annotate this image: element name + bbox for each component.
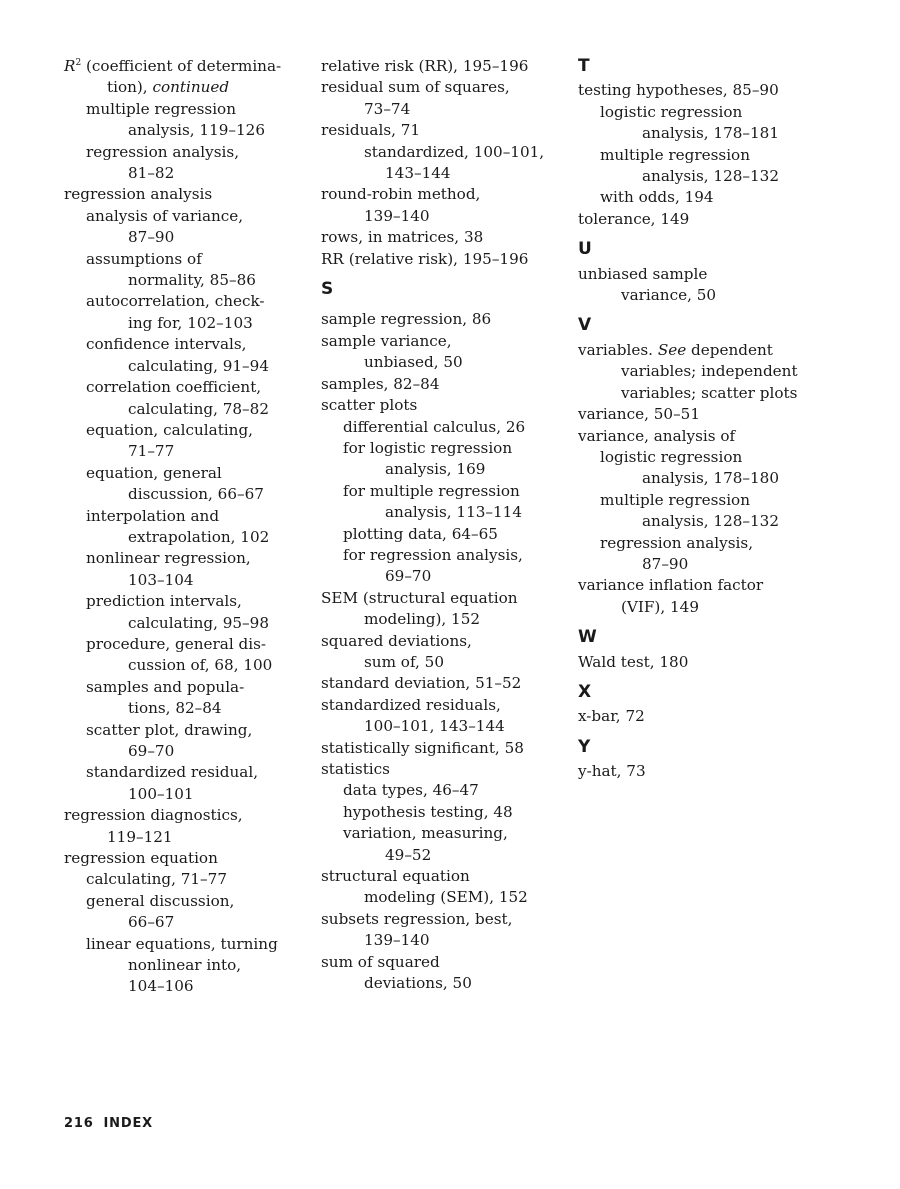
index-entry: variance, 50–51 bbox=[578, 405, 700, 424]
index-entry: squared deviations, bbox=[321, 631, 472, 650]
index-continuation: 69–70 bbox=[385, 567, 432, 586]
index-entry: tolerance, 149 bbox=[578, 209, 690, 228]
index-continuation: 73–74 bbox=[364, 99, 411, 118]
section-letter-x: X bbox=[578, 681, 592, 702]
index-continuation: 139–140 bbox=[364, 931, 430, 950]
index-entry: statistically significant, 58 bbox=[321, 738, 524, 757]
index-subentry: logistic regression bbox=[600, 102, 743, 121]
index-continuation: analysis, 128–132 bbox=[642, 167, 779, 186]
index-continuation: tions, 82–84 bbox=[128, 699, 222, 718]
index-continuation: 100–101 bbox=[128, 784, 194, 803]
index-continuation: normality, 85–86 bbox=[128, 271, 256, 290]
index-continuation: modeling (SEM), 152 bbox=[364, 888, 528, 907]
index-continuation: 103–104 bbox=[128, 570, 194, 589]
index-entry: sum of squared bbox=[321, 952, 440, 971]
index-entry: scatter plots bbox=[321, 396, 418, 415]
section-letter-w: W bbox=[578, 627, 598, 648]
index-entry: regression equation bbox=[64, 849, 218, 868]
index-subentry: samples and popula- bbox=[86, 677, 245, 696]
index-entry: SEM (structural equation bbox=[321, 588, 518, 607]
index-continuation: analysis, 119–126 bbox=[128, 121, 265, 140]
index-entry: variance, analysis of bbox=[578, 426, 736, 445]
index-subentry: plotting data, 64–65 bbox=[343, 524, 498, 543]
index-continuation: 87–90 bbox=[642, 554, 689, 573]
index-entry: x-bar, 72 bbox=[578, 707, 645, 726]
index-subentry: scatter plot, drawing, bbox=[86, 720, 253, 739]
index-continuation: analysis, 178–181 bbox=[642, 124, 779, 143]
entry-text: dependent bbox=[686, 340, 773, 359]
index-column-3 bbox=[578, 56, 828, 783]
section-letter-u: U bbox=[578, 239, 593, 260]
index-entry: sample variance, bbox=[321, 331, 452, 350]
index-entry: rows, in matrices, 38 bbox=[321, 228, 484, 247]
index-subentry: with odds, 194 bbox=[600, 188, 714, 207]
index-entry: regression analysis bbox=[64, 185, 213, 204]
index-subentry: assumptions of bbox=[86, 249, 202, 268]
index-continuation: (VIF), 149 bbox=[621, 597, 699, 616]
index-subentry: analysis of variance, bbox=[86, 206, 244, 225]
page-footer bbox=[64, 1116, 163, 1131]
index-continuation: calculating, 78–82 bbox=[128, 399, 269, 418]
index-subentry: regression analysis, bbox=[86, 142, 240, 161]
index-subentry: confidence intervals, bbox=[86, 335, 247, 354]
section-letter-t: T bbox=[578, 56, 591, 76]
index-continuation: analysis, 113–114 bbox=[385, 503, 522, 522]
section-letter-v: V bbox=[578, 315, 592, 336]
index-subentry: procedure, general dis- bbox=[86, 634, 267, 653]
index-continuation: nonlinear into, bbox=[128, 956, 242, 975]
index-column-1 bbox=[64, 56, 304, 998]
index-entry: y-hat, 73 bbox=[578, 762, 646, 781]
index-subentry: multiple regression bbox=[86, 99, 236, 118]
index-subentry: variation, measuring, bbox=[343, 824, 508, 843]
index-subentry: multiple regression bbox=[600, 490, 750, 509]
index-continuation: modeling), 152 bbox=[364, 610, 481, 629]
index-continuation: variables; scatter plots bbox=[621, 383, 798, 402]
index-entry: relative risk (RR), 195–196 bbox=[321, 57, 529, 75]
index-continuation: 143–144 bbox=[385, 164, 451, 183]
index-entry bbox=[578, 340, 828, 361]
index-continuation: variance, 50 bbox=[621, 286, 717, 305]
index-continuation: 81–82 bbox=[128, 164, 175, 183]
index-subentry: for multiple regression bbox=[343, 481, 520, 500]
index-entry: standardized residuals, bbox=[321, 695, 501, 714]
index-entry: round-robin method, bbox=[321, 185, 481, 204]
index-entry: statistics bbox=[321, 760, 390, 778]
index-continuation: 87–90 bbox=[128, 228, 175, 247]
index-entry bbox=[64, 77, 304, 98]
index-subentry: multiple regression bbox=[600, 145, 750, 164]
index-subentry: nonlinear regression, bbox=[86, 549, 251, 568]
entry-text: tion), bbox=[107, 78, 153, 97]
index-continuation: 66–67 bbox=[128, 913, 175, 932]
index-continuation: 100–101, 143–144 bbox=[364, 717, 505, 736]
index-entry: testing hypotheses, 85–90 bbox=[578, 81, 779, 100]
index-subentry: logistic regression bbox=[600, 447, 743, 466]
see-reference: See bbox=[657, 340, 687, 359]
index-subentry: for regression analysis, bbox=[343, 545, 523, 564]
index-continuation: analysis, 169 bbox=[385, 460, 486, 479]
index-continuation: extrapolation, 102 bbox=[128, 527, 270, 546]
index-entry: samples, 82–84 bbox=[321, 374, 440, 393]
index-entry bbox=[64, 56, 304, 77]
index-continuation: 104–106 bbox=[128, 977, 194, 996]
index-continuation: 139–140 bbox=[364, 206, 430, 225]
index-entry: residual sum of squares, bbox=[321, 78, 510, 97]
index-entry: structural equation bbox=[321, 867, 470, 886]
index-subentry: for logistic regression bbox=[343, 438, 513, 457]
index-subentry: differential calculus, 26 bbox=[343, 417, 526, 436]
index-subentry: hypothesis testing, 48 bbox=[343, 802, 513, 821]
index-entry: standard deviation, 51–52 bbox=[321, 674, 522, 693]
index-continuation: 69–70 bbox=[128, 742, 175, 760]
index-continuation: analysis, 178–180 bbox=[642, 469, 779, 488]
index-subentry: correlation coefficient, bbox=[86, 378, 262, 397]
r-symbol: R bbox=[64, 57, 76, 75]
index-continuation: variables; independent bbox=[621, 362, 798, 381]
page-number: 216 bbox=[64, 1116, 94, 1131]
index-subentry: general discussion, bbox=[86, 891, 235, 910]
index-subentry: interpolation and bbox=[86, 506, 220, 525]
index-subentry: data types, 46–47 bbox=[343, 781, 479, 800]
index-entry: regression diagnostics, bbox=[64, 806, 243, 825]
index-entry: sample regression, 86 bbox=[321, 310, 492, 329]
index-continuation: 119–121 bbox=[107, 827, 173, 846]
index-continuation: ing for, 102–103 bbox=[128, 313, 253, 332]
index-entry: RR (relative risk), 195–196 bbox=[321, 249, 529, 268]
index-subentry: regression analysis, bbox=[600, 533, 754, 552]
index-continuation: sum of, 50 bbox=[364, 652, 445, 671]
index-subentry: autocorrelation, check- bbox=[86, 292, 265, 311]
index-continuation: 49–52 bbox=[385, 845, 432, 864]
index-continuation: calculating, 95–98 bbox=[128, 613, 269, 632]
index-entry: unbiased sample bbox=[578, 264, 708, 283]
index-continuation: analysis, 128–132 bbox=[642, 512, 779, 531]
section-title: INDEX bbox=[103, 1116, 153, 1131]
section-letter-y: Y bbox=[578, 736, 591, 757]
index-continuation: 71–77 bbox=[128, 442, 175, 461]
entry-text: (coefficient of determina- bbox=[81, 57, 282, 75]
index-entry: variance inflation factor bbox=[578, 576, 764, 595]
index-subentry: equation, calculating, bbox=[86, 420, 253, 439]
section-letter-s: S bbox=[321, 279, 334, 300]
index-subentry: calculating, 71–77 bbox=[86, 870, 227, 889]
index-subentry: prediction intervals, bbox=[86, 592, 242, 611]
index-continuation: deviations, 50 bbox=[364, 974, 472, 993]
index-subentry: equation, general bbox=[86, 463, 222, 482]
index-column-2 bbox=[321, 56, 561, 994]
index-continuation: discussion, 66–67 bbox=[128, 485, 264, 504]
index-entry: Wald test, 180 bbox=[578, 652, 689, 671]
entry-text: variables. bbox=[578, 340, 658, 359]
index-entry: subsets regression, best, bbox=[321, 909, 513, 928]
index-entry: residuals, 71 bbox=[321, 121, 421, 140]
index-subentry: standardized residual, bbox=[86, 763, 259, 782]
index-continuation: cussion of, 68, 100 bbox=[128, 656, 273, 675]
index-subentry: standardized, 100–101, bbox=[364, 142, 545, 161]
index-continuation: calculating, 91–94 bbox=[128, 356, 269, 375]
continued-label: continued bbox=[152, 78, 230, 97]
index-continuation: unbiased, 50 bbox=[364, 353, 463, 372]
superscript-2: 2 bbox=[75, 58, 82, 68]
index-subentry: linear equations, turning bbox=[86, 934, 278, 953]
